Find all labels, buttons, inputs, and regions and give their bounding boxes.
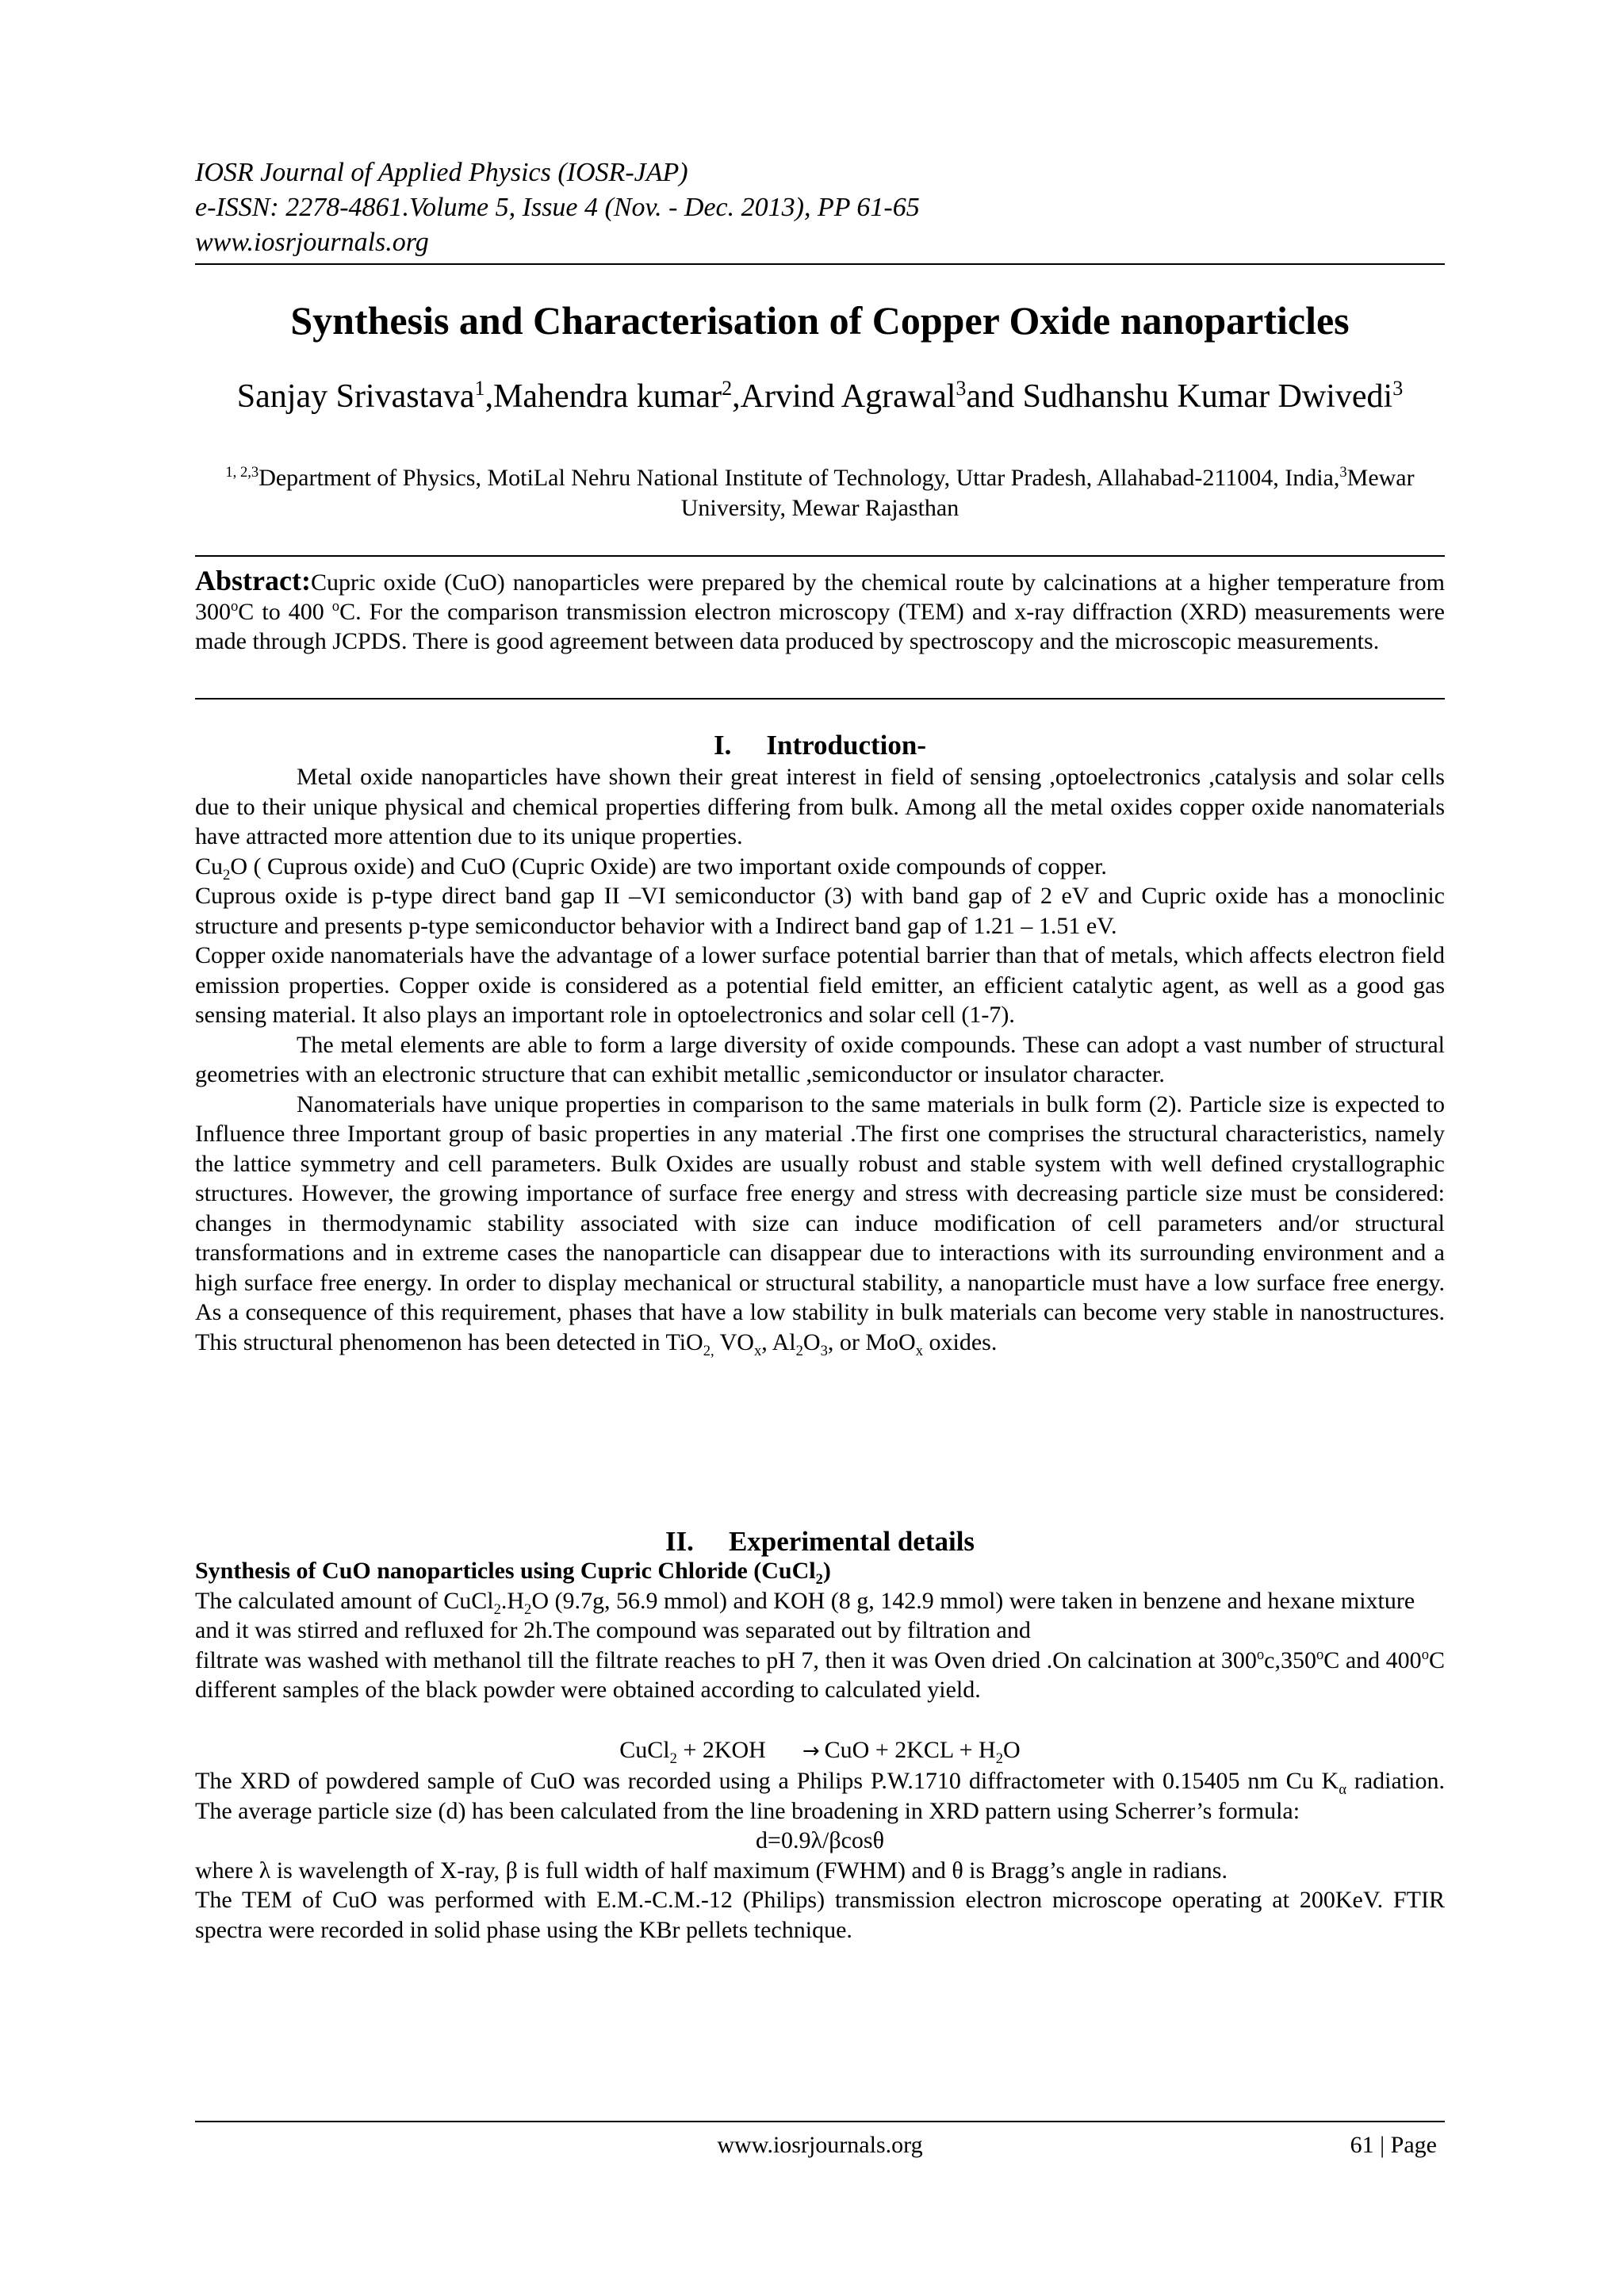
text-run: radiation. The average particle size (d) has been calculated from the line broadening in XRD pattern using Scherrer’s formula: — [195, 1768, 1445, 1824]
paragraph — [195, 1646, 1445, 1705]
text-run: ) — [822, 1558, 831, 1584]
subscript: x — [915, 1342, 924, 1359]
subsection-heading — [195, 1556, 1445, 1586]
subscript: 2 — [815, 1571, 823, 1588]
text-run: c,350 — [1264, 1646, 1316, 1673]
author-name: and Sudhanshu Kumar Dwivedi — [966, 378, 1393, 415]
paragraph — [195, 1586, 1445, 1646]
text-run: , Al — [761, 1328, 796, 1355]
abstract — [195, 566, 1445, 656]
introduction-body — [195, 762, 1445, 1357]
degree-mark: o — [331, 598, 340, 615]
scherrer-formula: d=0.9λ/βcosθ — [756, 1827, 884, 1853]
author-list — [195, 376, 1445, 417]
paragraph: Copper oxide nanomaterials have the advantage of a lower surface potential barrier than that of metals, which affects electron field emission properties. Copper oxide is considered as a potential field emitter, an efficient catalytic agent, as well as a good gas sensing material. It also plays an important role in optoelectronics and solar cell (1-7). — [195, 942, 1445, 1028]
text-run: O — [1003, 1736, 1021, 1763]
text-run: + 2KOH — [676, 1736, 766, 1763]
text-run: C and 400 — [1323, 1646, 1422, 1673]
text-run: O (9.7g, 56.9 mmol) and KOH (8 g, 142.9 mmol) were taken in benzene and hexane mixture and it was stirred and refluxed for 2h.The compound was separated out by filtration and — [195, 1587, 1415, 1643]
affil-mark: 1, 2,3 — [225, 464, 259, 481]
abstract-bottom-rule — [195, 698, 1445, 700]
paragraph: The TEM of CuO was performed with E.M.-C.M.-12 (Philips) transmission electron microscope operating at 200KeV. FTIR spectra were recorded in solid phase using the KBr pellets technique. — [195, 1887, 1445, 1943]
section-number: I. — [714, 730, 732, 761]
text-run: Cu — [195, 853, 224, 880]
author-name: ,Mahendra kumar — [485, 378, 722, 415]
subscript: x — [753, 1342, 762, 1359]
text-run: Nanomaterials have unique properties in comparison to the same materials in bulk form (2). Particle size is expected to Influence three Important group of basic properties in any material .The first one comprises the structural characteristics, namely the lattice symmetry and cell parameters. Bulk Oxides are usually robust and stable system with well defined crystallographic structures. However, the growing importance of surface free energy and stress with decreasing particle size must be considered: changes in thermodynamic stability associated with size can induce modification of cell parameters and/or structural transformations and in extreme cases the nanoparticle can disappear due to interactions with its surrounding environment and a high surface free energy. In order to display mechanical or structural stability, a nanoparticle must have a low surface free energy. As a consequence of this requirement, phases that have a low stability in bulk materials can become very stable in nanostructures. This structural phenomenon has been detected in TiO — [195, 1091, 1445, 1355]
paragraph — [195, 852, 1445, 882]
text-run: , or MoO — [827, 1328, 916, 1355]
text-run: The XRD of powdered sample of CuO was recorded using a Philips P.W.1710 diffractometer with 0.15405 nm Cu K — [195, 1768, 1339, 1794]
subscript: 2 — [493, 1600, 501, 1618]
section-number: II. — [665, 1526, 694, 1557]
page-number: 61 | Page — [1350, 2132, 1437, 2158]
text-run: C different samples of the black powder were obtained according to calculated yield. — [195, 1646, 1445, 1703]
affil-dept: Department of Physics, MotiLal Nehru National Institute of Technology, Uttar Pradesh, Allahabad-211004, India, — [259, 465, 1340, 491]
affil-univ: Mewar University, Mewar Rajasthan — [680, 465, 1415, 521]
degree-mark: o — [231, 598, 239, 615]
reaction-equation — [195, 1735, 1445, 1767]
paragraph: where λ is wavelength of X-ray, β is full width of half maximum (FWHM) and θ is Bragg’s angle in radians. — [195, 1857, 1228, 1884]
text-run: CuCl — [619, 1736, 670, 1763]
text-run: oxides. — [923, 1328, 998, 1355]
paragraph: Cuprous oxide is p-type direct band gap II –VI semiconductor (3) with band gap of 2 eV and Cupric oxide has a monoclinic structure and presents p-type semiconductor behavior with a Indirect band gap of 1.21 – 1.51 eV. — [195, 883, 1445, 939]
subscript: α — [1339, 1781, 1346, 1798]
footer-rule — [195, 2121, 1445, 2122]
text-run: The calculated amount of CuCl — [195, 1587, 494, 1614]
text-run: CuO + 2KCL + H — [824, 1736, 996, 1763]
author-affil-mark: 1 — [474, 377, 485, 400]
degree-mark: o — [1316, 1646, 1324, 1663]
arrow-icon: → — [802, 1738, 820, 1763]
section-heading-experimental — [195, 1524, 1445, 1559]
journal-name: IOSR Journal of Applied Physics (IOSR-JAP) — [195, 158, 688, 187]
affiliation — [195, 463, 1445, 523]
subscript: 3 — [820, 1342, 828, 1359]
author-affil-mark: 3 — [956, 377, 967, 400]
subscript: 2 — [223, 866, 231, 884]
text-run: Synthesis of CuO nanoparticles using Cupric Chloride (CuCl — [195, 1558, 816, 1584]
degree-mark: o — [1421, 1646, 1429, 1663]
subscript: 2 — [995, 1750, 1004, 1767]
journal-site: www.iosrjournals.org — [195, 228, 429, 257]
author-name: Sanjay Srivastava — [236, 378, 475, 415]
paragraph: Metal oxide nanoparticles have shown their great interest in field of sensing ,optoelectronics ,catalysis and solar cells due to their unique physical and chemical properties differing from bulk. Among all the metal oxides copper oxide nanomaterials have attracted more attention due to its unique properties. — [195, 764, 1445, 849]
author-name: ,Arvind Agrawal — [732, 378, 956, 415]
footer-site: www.iosrjournals.org — [717, 2132, 923, 2158]
affil-mark: 3 — [1339, 464, 1347, 481]
subscript: 2, — [703, 1342, 714, 1359]
abstract-text: C. For the comparison transmission electron microscopy (TEM) and x-ray diffraction (XRD) measurements were made through JCPDS. There is good agreement between data produced by spectroscopy and the microscopic measurements. — [195, 599, 1445, 654]
text-run: O — [802, 1328, 821, 1355]
subscript: 2 — [669, 1750, 677, 1767]
abstract-text: C to 400 — [238, 599, 332, 625]
text-run: VO — [714, 1328, 754, 1355]
experimental-body — [195, 1556, 1445, 1945]
section-title: Introduction- — [766, 730, 926, 761]
journal-header — [195, 155, 1445, 260]
paragraph — [195, 1766, 1445, 1826]
text-run: .H — [500, 1587, 525, 1614]
text-run: O ( Cuprous oxide) and CuO (Cupric Oxide) are two important oxide compounds of copper. — [230, 853, 1107, 880]
paper-title: Synthesis and Characterisation of Copper Oxide nanoparticles — [290, 298, 1350, 343]
journal-issn: e-ISSN: 2278-4861.Volume 5, Issue 4 (Nov. - Dec. 2013), PP 61-65 — [195, 193, 920, 222]
author-affil-mark: 3 — [1392, 377, 1404, 400]
paragraph — [195, 1090, 1445, 1358]
paragraph: The metal elements are able to form a large diversity of oxide compounds. These can adopt a vast number of structural geometries with an electronic structure that can exhibit metallic ,semiconductor or insulator character. — [195, 1031, 1445, 1087]
author-affil-mark: 2 — [722, 377, 733, 400]
header-rule — [195, 263, 1445, 265]
subscript: 2 — [795, 1342, 803, 1359]
section-title: Experimental details — [728, 1526, 975, 1557]
section-heading-introduction — [195, 728, 1445, 763]
degree-mark: o — [1256, 1646, 1265, 1663]
abstract-text: Cupric oxide (CuO) nanoparticles were prepared by the chemical route by calcinations at a higher temperature from 300 — [195, 569, 1445, 625]
abstract-top-rule — [195, 555, 1445, 557]
abstract-label: Abstract: — [195, 565, 311, 596]
subscript: 2 — [524, 1600, 532, 1618]
text-run: filtrate was washed with methanol till the filtrate reaches to pH 7, then it was Oven dried .On calcination at 300 — [195, 1646, 1257, 1673]
